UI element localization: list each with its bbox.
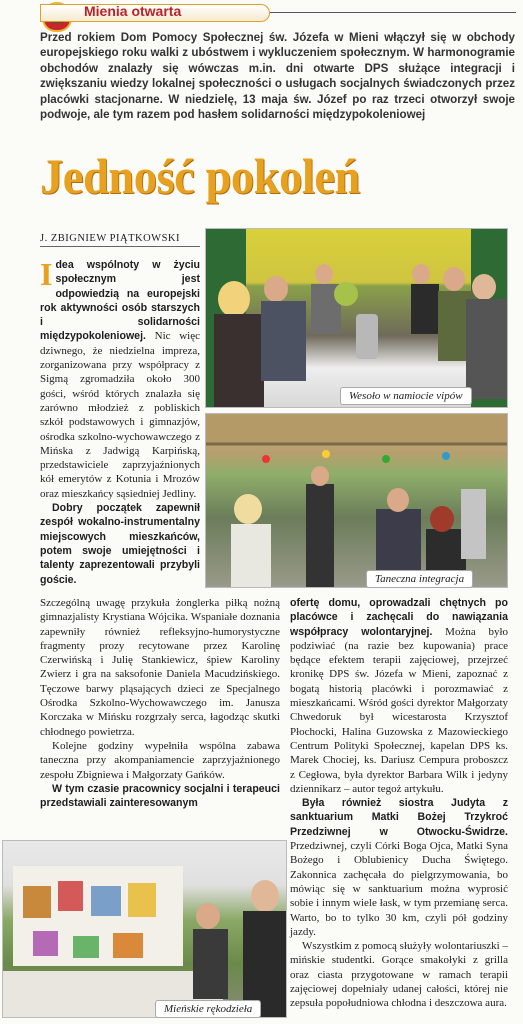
col1-p1-bold: dea wspólnoty w życiu społecznym jest odpowiedzią na europejski rok aktywności osób starszych i solidarności międzypokoleniowej.: [40, 259, 200, 343]
photo-handicrafts-art: [3, 841, 287, 1018]
col1-p1: Nic więc dziwnego, że niedzielna impreza, zorganizowana przy współpracy z Sigmą zgromadziła około 300 gości, wśród których znalazła się zarówno młodzież z pobliskich szkół podstawowych i gimnazjów, ośrodka szkolno-wychowawczego z Mińska z Jadwigą Karpińską, przedstawiciele zaprzyjaźnionych kół emerytów z Kotunia i Mrozów oraz mieszkańcy sąsiedniej Jedliny.: [40, 330, 200, 500]
photo-handicrafts: [2, 840, 287, 1018]
col1-p4-bold: W tym czasie pracownicy socjalni i terapeuci przedstawiali zainteresowanym: [40, 782, 280, 810]
col2-p2: Przedziwnej, czyli Córki Boga Ojca, Matki Syna Bożego i Oblubienicy Ducha Świętego. Zakonnica zachęcała do pielgrzymowania, bo mówiąc się w sanktuarium można wyprosić sobie i innym wiele łask, w tym przemianę serca. Warto, bo to tylko 30 km, czyli pół godziny jazdy.: [290, 840, 508, 938]
col2-p3: Wszystkim z pomocą służyły wolontariuszki – mińskie studentki. Gorące smakołyki z grilla oraz ciasta przygotowane w ramach terapii zajęciowej dopełniały udanej całości, której nie zepsuła popołudniowa chłodna i deszczowa aura.: [290, 940, 508, 1010]
col2-p1: Można było podziwiać (na razie bez kupowania) prace będące efektem terapii zajęciowej, przejrzeć kronikę DPS św. Józefa w Mieni, zapoznać z bogatą historią placówki i porozmawiać z mieszkańcami. Wśród gości dyrektor Małgorzaty Chwedoruk był wicestarosta Krzysztof Płochocki, Halina Guzowska z Mazowieckiego Centrum Polityki Społecznej, kapelan DPS ks. Marek Chociej, ks. Dariusz Cempura proboszcz z Cegłowa, była dyrektor Barbara Wilk i jedyny dziennikarz – autor tegoż artykułu.: [290, 625, 508, 795]
caption-photo-1: Wesoło w namiocie vipów: [340, 387, 472, 405]
photo-dance: [205, 413, 508, 588]
header-rule: [270, 12, 516, 13]
col1-p2-bold: Dobry początek zapewnił zespół wokalno-instrumentalny miejscowych mieszkańców, potem swoje umiejętności i talenty zaprezentowali przybyli goście.: [40, 502, 200, 586]
photo-vip-tent: [205, 228, 508, 408]
article-lead: Przed rokiem Dom Pomocy Społecznej św. Józefa w Mieni włączył się w obchody europejskiego roku walki z ubóstwem i wykluczeniem społecznym. W harmonogramie obchodów znalazły się wówczas m.in. dni otwarte DPS służące integracji i zwiększaniu wiedzy lokalnej społeczności o usługach socjalnych świadczonych przez placówki stacjonarne. W niedzielę, 13 maja św. Józef po raz trzeci otworzył swoje podwoje, ale tym razem pod hasłem solidarności międzypokoleniowej: [40, 31, 515, 122]
byline: J. ZBIGNIEW PIĄTKOWSKI: [40, 233, 200, 247]
photo-vip-tent-art: [206, 229, 508, 408]
column-1-top: [40, 258, 200, 587]
col2-p2-bold: Była również siostra Judyta z sanktuarium Matki Bożej Trzykroć Przedziwnej w Otwocku-Świdrze.: [290, 797, 508, 838]
col1-p3: Kolejne godziny wypełniła wspólna zabawa taneczna przy akompaniamencie zaprzyjaźnionego zespołu Zbigniewa i Małgorzaty Gańków.: [40, 739, 280, 781]
photo-dance-art: [206, 414, 508, 588]
drop-cap: I: [40, 256, 53, 292]
article-title: Jedność pokoleń: [40, 148, 360, 204]
section-label: Mienia otwarta: [84, 3, 182, 19]
column-2: [290, 596, 508, 1011]
caption-photo-3: Mieńskie rękodzieła: [155, 1000, 261, 1018]
caption-photo-2: Taneczna integracja: [366, 570, 473, 588]
col2-p1-bold: ofertę domu, oprowadzali chętnych po placówce i zachęcali do nawiązania współpracy wolontaryjnej.: [290, 597, 508, 638]
column-1-bottom: [40, 596, 280, 810]
col1-p2: Szczególną uwagę przykuła żonglerka piłką nożną gimnazjalisty Krystiana Wójcika. Wspaniałe doznania zapewniły również refleksyjno-humorystyczne fragmenty prozy recytowane przez Karolinę Czerwińską i Julię Stankiewicz, śpiew Karoliny Zwierz i gra na saksofonie Daniela Macudzińskiego. Tęczowe barwy pląsających dzieci ze Specjalnego Ośrodka Szkolno-Wychowawczego im. Janusza Korczaka w Mińsku rozgrzały serca, łagodząc skutki chłodnego powietrza.: [40, 597, 280, 738]
